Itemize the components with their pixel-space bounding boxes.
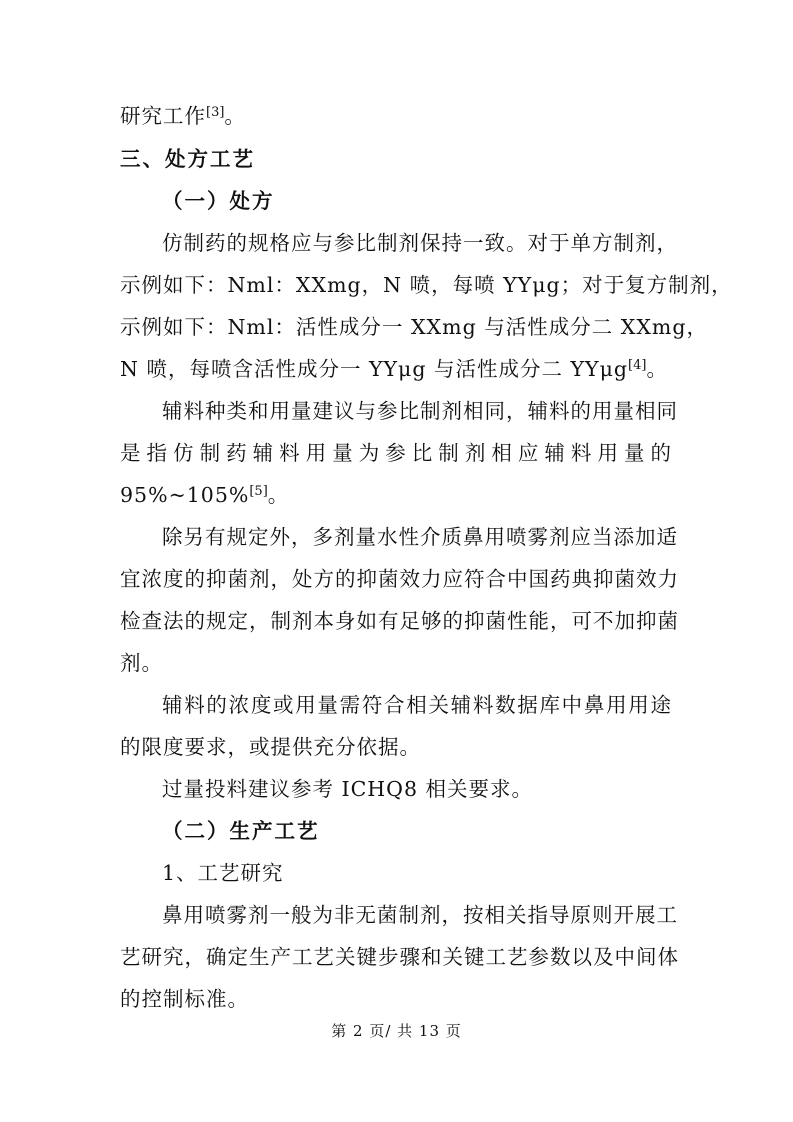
paragraph-line: 95%~105%[5]。 xyxy=(120,483,290,507)
paragraph-line: 除另有规定外，多剂量水性介质鼻用喷雾剂应当添加适 xyxy=(162,525,678,549)
paragraph-line: 辅料的浓度或用量需符合相关辅料数据库中鼻用用途 xyxy=(162,693,672,717)
paragraph-line: 检查法的规定，制剂本身如有足够的抑菌性能，可不加抑菌 xyxy=(120,609,679,633)
paragraph-line: 是指仿制药辅料用量为参比制剂相应辅料用量的 xyxy=(120,441,672,465)
page-footer: 第 2 页/ 共 13 页 xyxy=(331,1022,462,1040)
citation-ref: [5] xyxy=(249,484,268,499)
paragraph-line: 仿制药的规格应与参比制剂保持一致。对于单方制剂， xyxy=(162,231,678,255)
paragraph-line: 示例如下：Nml：XXmg，N 喷，每喷 YYμg；对于复方制剂， xyxy=(120,273,733,297)
citation-ref: [4] xyxy=(628,358,647,373)
paragraph-line: 示例如下：Nml：活性成分一 XXmg 与活性成分二 XXmg， xyxy=(120,315,708,339)
subsection-heading: （一）处方 xyxy=(162,189,275,213)
subsection-heading: （二）生产工艺 xyxy=(162,819,320,843)
paragraph-line: 过量投料建议参考 ICHQ8 相关要求。 xyxy=(162,777,534,801)
citation-ref: [3] xyxy=(206,105,225,120)
item-heading: 1、工艺研究 xyxy=(162,861,284,885)
paragraph-line: 艺研究，确定生产工艺关键步骤和关键工艺参数以及中间体 xyxy=(120,945,679,969)
section-heading: 三、处方工艺 xyxy=(120,147,255,171)
paragraph-line: 鼻用喷雾剂一般为非无菌制剂，按相关指导原则开展工 xyxy=(162,903,678,927)
paragraph-line: N 喷，每喷含活性成分一 YYμg 与活性成分二 YYμg[4]。 xyxy=(120,357,668,381)
text-line: 研究工作[3]。 xyxy=(120,104,246,128)
paragraph-line: 辅料种类和用量建议与参比制剂相同，辅料的用量相同 xyxy=(162,399,678,423)
paragraph-line: 的控制标准。 xyxy=(120,987,249,1011)
paragraph-line: 宜浓度的抑菌剂，处方的抑菌效力应符合中国药典抑菌效力 xyxy=(120,567,679,591)
paragraph-line: 的限度要求，或提供充分依据。 xyxy=(120,735,421,759)
paragraph-line: 剂。 xyxy=(120,651,163,675)
